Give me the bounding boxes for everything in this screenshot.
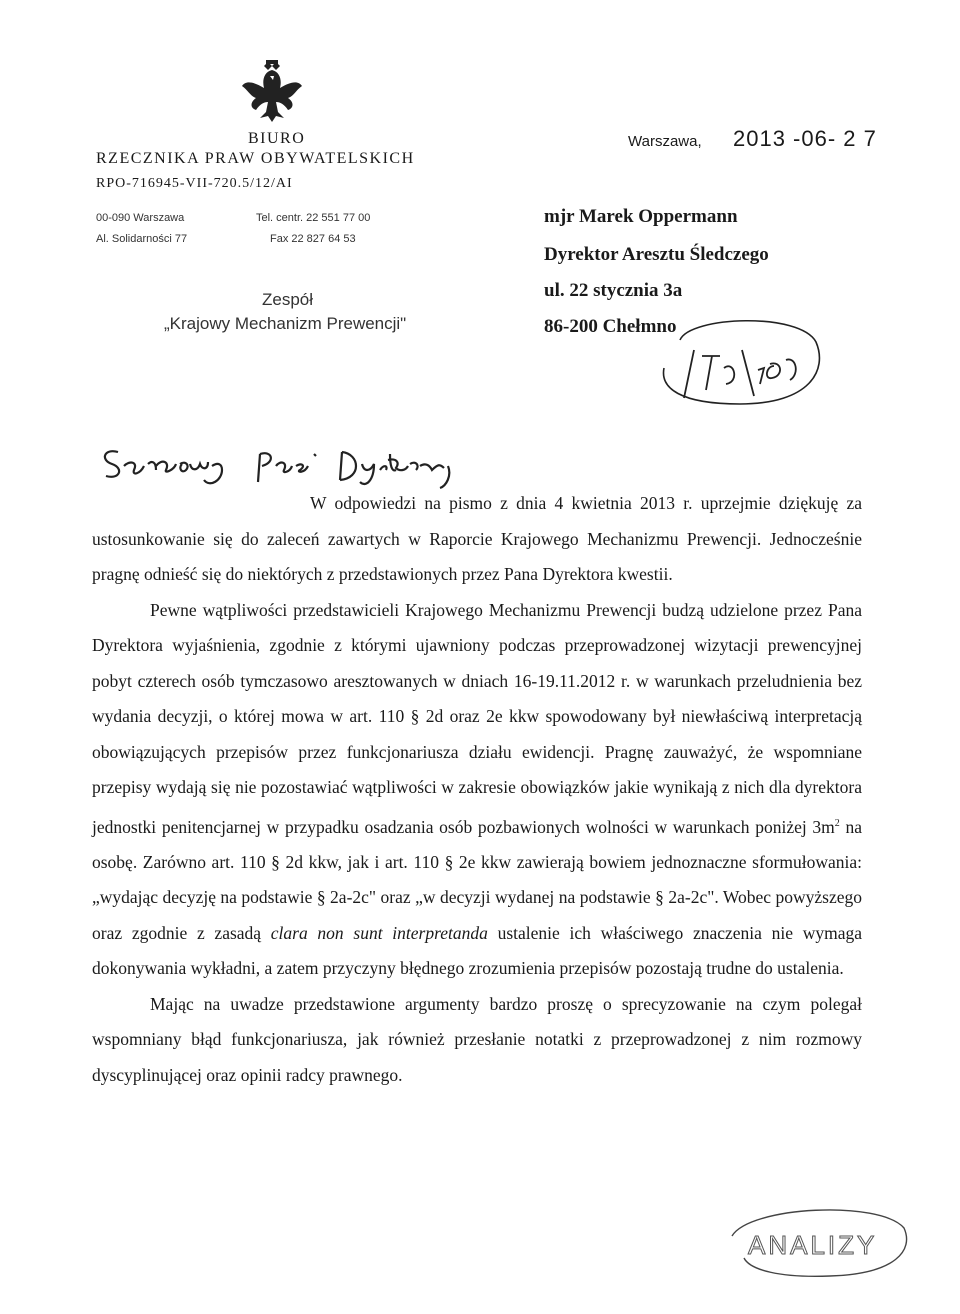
recipient-postal-city: 86-200 Chełmno	[544, 316, 677, 337]
recipient-title: Dyrektor Aresztu Śledczego	[544, 244, 769, 265]
paragraph-2: Pewne wątpliwości przedstawicieli Krajowego Mechanizmu Prewencji budzą udzielone przez Pana Dyrektora wyjaśnienia, zgodnie z którymi ujawniony podczas przeprowadzonej wizytacji prewencyjnej pobyt czterech osób tymczasowo aresztowanych w dniach 16-19.11.2012 r. w warunkach przeludnienia bez wydania decyzji, o której mowa w art. 110 § 2d oraz 2e kkw spowodowany był niewłaściwą interpretacją obowiązujących przepisów przez funkcjonariusza działu ewidencji. Pragnę zauważyć, że wspomniane przepisy wydają się nie pozostawiać wątpliwości w zakresie obowiązków jakie wynikają z nich dla dyrektora jednostki penitencjarnej w przypadku osadzania osób pozbawionych wolności w warunkach poniżej $3m^2$ na osobę. Zarówno art. 110 § 2d kkw, jak i art. 110 § 2e kkw zawierają bowiem jednoznaczne sformułowania: „wydając decyzję na podstawie § 2a-2c" oraz „w decyzji wydanej na podstawie § 2a-2c". Wobec powyższego oraz zgodnie z zasadą clara non sunt interpretanda ustalenie ich właściwego znaczenia nie wymaga dokonywania wykładni, a zatem przyczyny błędnego zrozumienia przepisów pozostają trudne do ustalenia.	[92, 599, 863, 979]
polish-eagle-emblem	[240, 56, 304, 126]
letter-body	[92, 486, 862, 1093]
stamp-text: ANALIZY	[748, 1230, 878, 1260]
team-name: „Krajowy Mechanizm Prewencji"	[164, 314, 407, 333]
handwritten-registration-stamp	[650, 310, 830, 410]
paragraph-1: W odpowiedzi na pismo z dnia 4 kwietnia 2013 r. uprzejmie dziękuję za ustosunkowanie się do zaleceń zawartych w Raporcie Krajowego Mechanizmu Prewencji. Jednocześnie pragnę odnieść się do niektórych z przedstawionych przez Pana Dyrektora kwestii.	[92, 493, 862, 584]
case-number: RPO-716945-VII-720.5/12/AI	[96, 176, 293, 191]
analysis-stamp	[720, 1196, 910, 1280]
superscript-2: 2	[834, 817, 840, 829]
fax-number: Fax 22 827 64 53	[270, 233, 356, 245]
date-stamp: 2013 -06- 2 7	[733, 126, 877, 151]
address-line2: Al. Solidarności 77	[96, 233, 188, 245]
team-label: Zespół	[262, 290, 314, 309]
recipient-street: ul. 22 stycznia 3a	[544, 280, 683, 301]
office-line2: RZECZNIKA PRAW OBYWATELSKICH	[96, 150, 415, 167]
phone-number: Tel. centr. 22 551 77 00	[256, 212, 371, 224]
address-line1: 00-090 Warszawa	[96, 212, 185, 224]
office-line1: BIURO	[248, 130, 306, 147]
recipient-name: mjr Marek Oppermann	[544, 206, 738, 227]
paragraph-3: Mając na uwadze przedstawione argumenty bardzo proszę o sprecyzowanie na czym polegał wspomniany błąd funkcjonariusza, jak również przesłanie notatki z przeprowadzonej z nim rozmowy dyscyplinującej oraz opinii radcy prawnego.	[92, 993, 862, 1085]
city: Warszawa,	[628, 133, 702, 150]
latin-phrase: clara non sunt interpretanda	[270, 922, 488, 943]
